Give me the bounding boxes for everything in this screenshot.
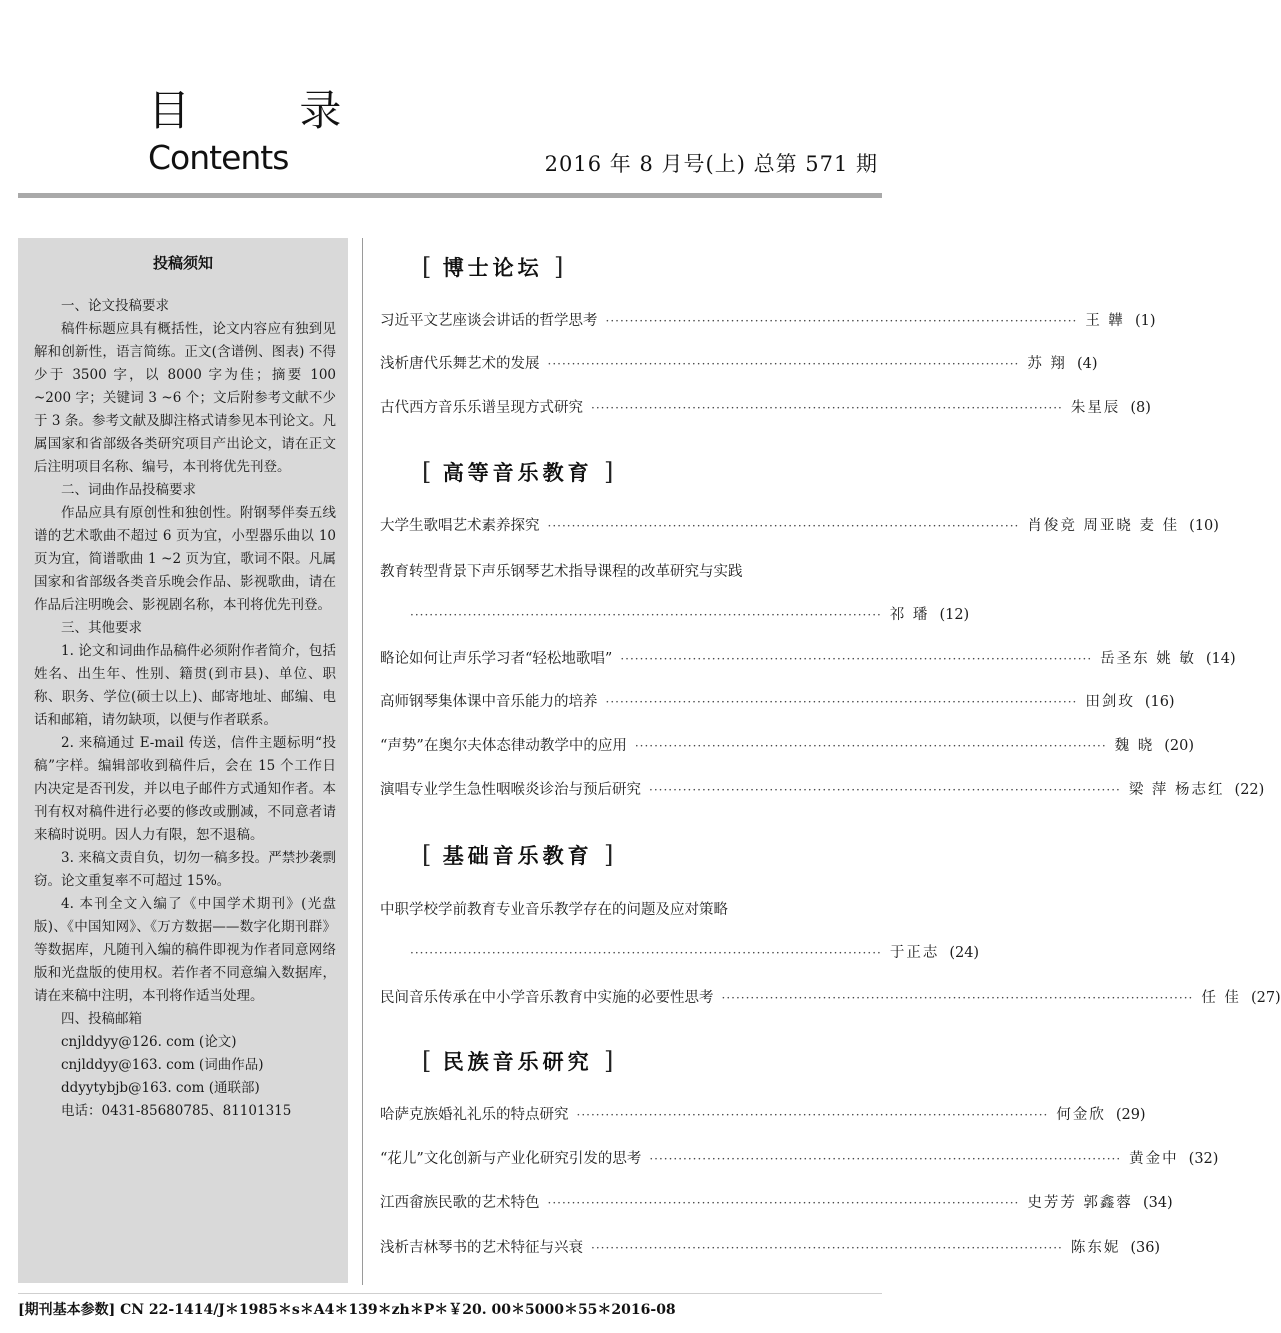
toc-entry-page: (20) [1164,738,1195,754]
notice-email: ddyytybjb@163. com (通联部) [61,1080,260,1096]
toc-entry-page: (4) [1076,356,1098,372]
notice-section-heading: 一、论文投稿要求 [61,298,169,314]
toc-entry-title: “花儿”文化创新与产业化研究引发的思考 [380,1151,642,1167]
toc-entry-page: (8) [1130,400,1151,416]
toc-entry-author: 王 韡 [1085,313,1125,329]
toc-entry-author: 史芳芳 郭鑫蓉 [1027,1195,1133,1211]
toc-entry[interactable] [380,690,1175,714]
column-divider [362,238,363,1285]
toc-entry-title: 演唱专业学生急性咽喉炎诊治与预后研究 [380,782,641,798]
toc-entry[interactable] [380,396,1151,420]
toc-entry[interactable] [380,734,1195,758]
notice-email: cnjlddyy@163. com (词曲作品) [61,1057,264,1073]
bracket-close: ] [604,458,614,486]
toc-entry-title[interactable]: 中职学校学前教育专业音乐教学存在的问题及应对策略 [380,902,728,918]
dot-leader: ·································································································· [591,1241,1063,1255]
toc-entry-title: 浅析唐代乐舞艺术的发展 [380,356,540,372]
toc-entry-continuation[interactable] [410,941,980,965]
dot-leader: ·································································································· [605,695,1078,709]
toc-entry-title: 高师钢琴集体课中音乐能力的培养 [380,694,598,710]
toc-entry[interactable] [380,352,1098,376]
toc-entry[interactable] [380,1103,1146,1127]
toc-entry[interactable] [380,1147,1219,1171]
dot-leader: ·································································································· [547,1196,1020,1210]
toc-entry-author: 黄金中 [1129,1151,1179,1167]
toc-entry-author: 肖俊竞 周亚晓 麦 佳 [1027,518,1180,534]
toc-entry-author: 任 佳 [1201,990,1241,1006]
dot-leader: ·································································································· [410,608,882,622]
submission-notice-box [18,238,348,1283]
dot-leader: ·································································································· [620,652,1093,666]
toc-entry-page: (32) [1188,1151,1219,1167]
bracket-close: ] [604,1047,614,1075]
toc-entry-author: 岳圣东 姚 敏 [1100,651,1196,667]
toc-entry-page: (22) [1234,782,1265,798]
bracket-close: ] [554,253,564,281]
toc-entry-author: 何金欣 [1056,1107,1106,1123]
toc-entry[interactable] [380,647,1236,671]
section-heading [422,457,613,491]
toc-entry-continuation[interactable] [410,603,970,627]
toc-entry-page: (14) [1205,651,1236,667]
toc-entry-page: (10) [1189,518,1219,534]
bracket-open: [ [422,1047,432,1075]
dot-leader: ·································································································· [547,357,1020,371]
toc-entry-title: 民间音乐传承在中小学音乐教育中实施的必要性思考 [380,990,714,1006]
toc-entry-author: 于正志 [889,945,940,961]
toc-entry-author: 祁 璠 [889,607,930,623]
toc-entry-title: 江西畲族民歌的艺术特色 [380,1195,540,1211]
toc-entry[interactable] [380,309,1156,333]
dot-leader: ·································································································· [410,946,882,960]
notice-section-heading: 三、其他要求 [61,620,142,636]
page-title-chinese: 目 录 [148,86,390,135]
dot-leader: ·································································································· [634,739,1107,753]
page-title-english: Contents [148,138,289,177]
notice-section-heading: 二、词曲作品投稿要求 [61,482,196,498]
toc-entry-author: 陈东妮 [1070,1240,1121,1256]
section-heading [422,840,613,874]
notice-body [34,295,336,1123]
section-label: 高等音乐教育 [442,460,593,485]
toc-entry-author: 朱星辰 [1070,400,1121,416]
dot-leader: ·································································································· [591,401,1063,415]
toc-entry[interactable] [380,778,1265,802]
toc-entry-title: 浅析吉林琴书的艺术特征与兴衰 [380,1240,583,1256]
section-label: 博士论坛 [442,255,543,280]
toc-entry-title: 习近平文艺座谈会讲话的哲学思考 [380,313,598,329]
toc-entry-title: 略论如何让声乐学习者“轻松地歌唱” [380,651,613,667]
header-divider [18,193,882,198]
bracket-open: [ [422,458,432,486]
journal-parameters: [期刊基本参数] CN 22-1414/J＊1985＊s＊A4＊139＊zh＊P＊￥20. 00＊5000＊55＊2016-08 [18,1302,676,1318]
toc-entry-title: 哈萨克族婚礼礼乐的特点研究 [380,1107,569,1123]
toc-entry[interactable] [380,514,1219,538]
toc-entry[interactable] [380,1236,1161,1260]
dot-leader: ·································································································· [649,783,1121,797]
dot-leader: ·································································································· [576,1108,1049,1122]
notice-paragraph: 稿件标题应具有概括性，论文内容应有独到见解和创新性，语言简练。正文(含谱例、图表) 不得少于 3500 字，以 8000 字为佳；摘要 100 ~200 字；关键词 3 ~6 个；文后附参考文献不少于 3 条。参考文献及脚注格式请参见本刊论文。凡属国家和省部级各类研究项目产出论文，请在正文后注明项目名称、编号，本刊将优先刊登。 [34,321,336,475]
dot-leader: ·································································································· [721,991,1194,1005]
notice-paragraph: 作品应具有原创性和独创性。附钢琴伴奏五线谱的艺术歌曲不超过 6 页为宜，小型器乐曲以 10 页为宜，简谱歌曲 1 ~2 页为宜，歌词不限。凡属国家和省部级各类音乐晚会作品、影视歌曲，请在作品后注明晚会、影视剧名称，本刊将优先刊登。 [34,505,336,613]
notice-paragraph: 4. 本刊全文入编了《中国学术期刊》(光盘版)、《中国知网》、《万方数据——数字化期刊群》等数据库，凡随刊入编的稿件即视为作者同意网络版和光盘版的使用权。若作者不同意编入数据库，请在来稿中注明，本刊将作适当处理。 [34,896,336,1004]
toc-entry[interactable] [380,986,1281,1010]
notice-title: 投稿须知 [152,254,213,272]
toc-entry-page: (24) [949,945,980,961]
toc-entry-page: (1) [1134,313,1156,329]
toc-entry-title[interactable]: 教育转型背景下声乐钢琴艺术指导课程的改革研究与实践 [380,564,743,580]
issue-info: 2016 年 8 月号(上) 总第 571 期 [544,152,878,176]
dot-leader: ·································································································· [605,314,1078,328]
notice-section-heading: 四、投稿邮箱 [61,1011,142,1027]
toc-entry-page: (12) [939,607,970,623]
bracket-open: [ [422,841,432,869]
notice-paragraph: 3. 来稿文责自负，切勿一稿多投。严禁抄袭剽窃。论文重复率不可超过 15%。 [34,850,336,889]
toc-entry-page: (29) [1115,1107,1146,1123]
notice-paragraph: 2. 来稿通过 E-mail 传送，信件主题标明“投稿”字样。编辑部收到稿件后，会在 15 个工作日内决定是否刊发，并以电子邮件方式通知作者。本刊有权对稿件进行必要的修改或删减，不同意者请来稿时说明。因人力有限，恕不退稿。 [34,735,336,843]
dot-leader: ·································································································· [547,519,1020,533]
section-label: 基础音乐教育 [442,843,593,868]
toc-entry-page: (34) [1142,1195,1173,1211]
bracket-close: ] [604,841,614,869]
toc-entry-page: (36) [1130,1240,1161,1256]
section-heading [422,252,563,286]
footer-divider [18,1293,882,1294]
toc-entry-author: 魏 晓 [1114,738,1155,754]
toc-entry-author: 苏 翔 [1027,356,1067,372]
toc-entry-page: (27) [1250,990,1281,1006]
toc-entry[interactable] [380,1191,1173,1215]
section-label: 民族音乐研究 [442,1049,593,1074]
toc-entry-title: “声势”在奥尔夫体态律动教学中的应用 [380,738,627,754]
notice-phone: 电话：0431-85680785、81101315 [61,1103,292,1119]
toc-entry-page: (16) [1144,694,1175,710]
toc-entry-author: 田剑玫 [1085,694,1135,710]
notice-paragraph: 1. 论文和词曲作品稿件必须附作者简介，包括姓名、出生年、性别、籍贯(到市县)、单位、职称、职务、学位(硕士以上)、邮寄地址、邮编、电话和邮箱，请勿缺项，以便与作者联系。 [34,643,336,728]
notice-email: cnjlddyy@126. com (论文) [61,1034,237,1050]
toc-entry-title: 古代西方音乐乐谱呈现方式研究 [380,400,583,416]
toc-entry-title: 大学生歌唱艺术素养探究 [380,518,540,534]
dot-leader: ·································································································· [649,1152,1122,1166]
bracket-open: [ [422,253,432,281]
toc-entry-author: 梁 萍 杨志红 [1128,782,1225,798]
section-heading [422,1046,613,1080]
